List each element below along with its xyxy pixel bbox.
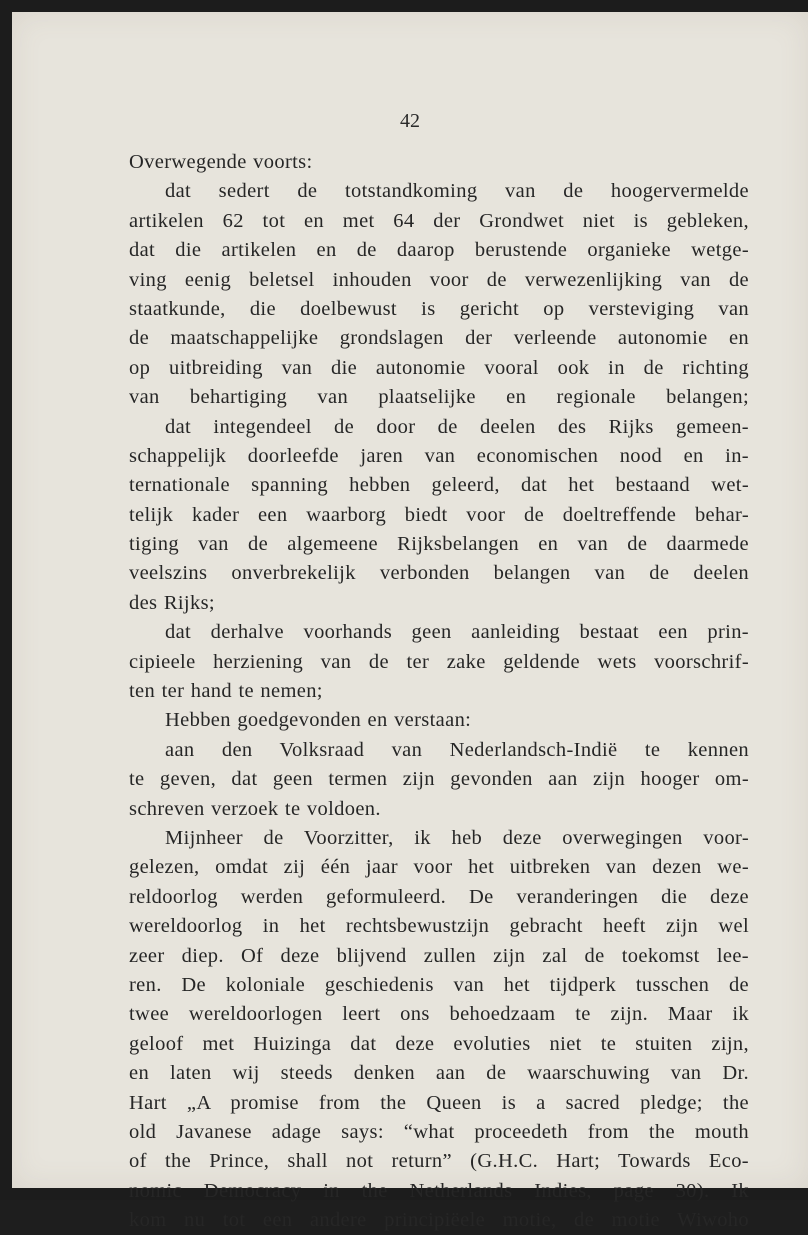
text-line: gelezen, omdat zij één jaar voor het uitbreken van dezen we- bbox=[129, 856, 749, 879]
text-line: dat die artikelen en de daarop berustende organieke wetge- bbox=[129, 239, 749, 262]
text-line: old Javanese adage says: “what proceedeth from the mouth bbox=[129, 1120, 749, 1143]
text-line: des Rijks; bbox=[129, 591, 215, 614]
text-line: dat sedert de totstandkoming van de hoogervermelde bbox=[165, 180, 749, 203]
text-line: de maatschappelijke grondslagen der verleende autonomie en bbox=[129, 327, 749, 350]
text-line: of the Prince, shall not return” (G.H.C. Hart; Towards Eco- bbox=[129, 1150, 749, 1173]
text-line: telijk kader een waarborg biedt voor de doeltreffende behar- bbox=[129, 503, 749, 526]
text-line: ren. De koloniale geschiedenis van het tijdperk tusschen de bbox=[129, 973, 749, 996]
text-line: en laten wij steeds denken aan de waarschuwing van Dr. bbox=[129, 1062, 749, 1085]
text-line: schreven verzoek te voldoen. bbox=[129, 797, 381, 820]
text-line: nomic Democracy in the Netherlands Indies, page 30). Ik bbox=[129, 1179, 749, 1202]
text-line: geloof met Huizinga dat deze evoluties niet te stuiten zijn, bbox=[129, 1032, 749, 1055]
text-line: zeer diep. Of deze blijvend zullen zijn zal de toekomst lee- bbox=[129, 944, 749, 967]
text-line: tiging van de algemeene Rijksbelangen en van de daarmede bbox=[129, 533, 749, 556]
body-text bbox=[129, 148, 749, 1235]
text-line: wereldoorlog in het rechtsbewustzijn gebracht heeft zijn wel bbox=[129, 915, 749, 938]
text-line: Overwegende voorts: bbox=[129, 151, 313, 173]
text-line: te geven, dat geen termen zijn gevonden aan zijn hooger om- bbox=[129, 768, 749, 791]
text-line: van behartiging van plaatselijke en regionale belangen; bbox=[129, 386, 749, 409]
text-line: reldoorlog werden geformuleerd. De veranderingen die deze bbox=[129, 885, 749, 908]
text-line: op uitbreiding van die autonomie vooral ook in de richting bbox=[129, 356, 749, 379]
document-page bbox=[12, 12, 808, 1232]
page-number: 42 bbox=[400, 110, 420, 132]
text-line: artikelen 62 tot en met 64 der Grondwet niet is gebleken, bbox=[129, 209, 749, 232]
text-line: veelszins onverbrekelijk verbonden belangen van de deelen bbox=[129, 562, 749, 585]
text-line: dat derhalve voorhands geen aanleiding bestaat een prin- bbox=[165, 621, 749, 644]
text-line: Mijnheer de Voorzitter, ik heb deze overwegingen voor- bbox=[165, 826, 749, 849]
text-line: ten ter hand te nemen; bbox=[129, 680, 323, 703]
text-line: ternationale spanning hebben geleerd, dat het bestaand wet- bbox=[129, 474, 749, 497]
text-line: cipieele herziening van de ter zake geldende wets voorschrif- bbox=[129, 650, 749, 673]
text-line: aan den Volksraad van Nederlandsch-Indië te kennen bbox=[165, 738, 749, 761]
text-line: kom nu tot een andere principiëele motie, de motie Wiwoho bbox=[129, 1209, 749, 1232]
text-line: twee wereldoorlogen leert ons behoedzaam te zijn. Maar ik bbox=[129, 1003, 749, 1026]
text-line: Hebben goedgevonden en verstaan: bbox=[165, 709, 472, 732]
text-line: Hart „A promise from the Queen is a sacred pledge; the bbox=[129, 1091, 749, 1114]
text-line: schappelijk doorleefde jaren van economischen nood en in- bbox=[129, 444, 749, 467]
text-line: dat integendeel de door de deelen des Rijks gemeen- bbox=[165, 415, 749, 438]
text-line: staatkunde, die doelbewust is gericht op versteviging van bbox=[129, 297, 749, 320]
text-line: ving eenig beletsel inhouden voor de verwezenlijking van de bbox=[129, 268, 749, 291]
